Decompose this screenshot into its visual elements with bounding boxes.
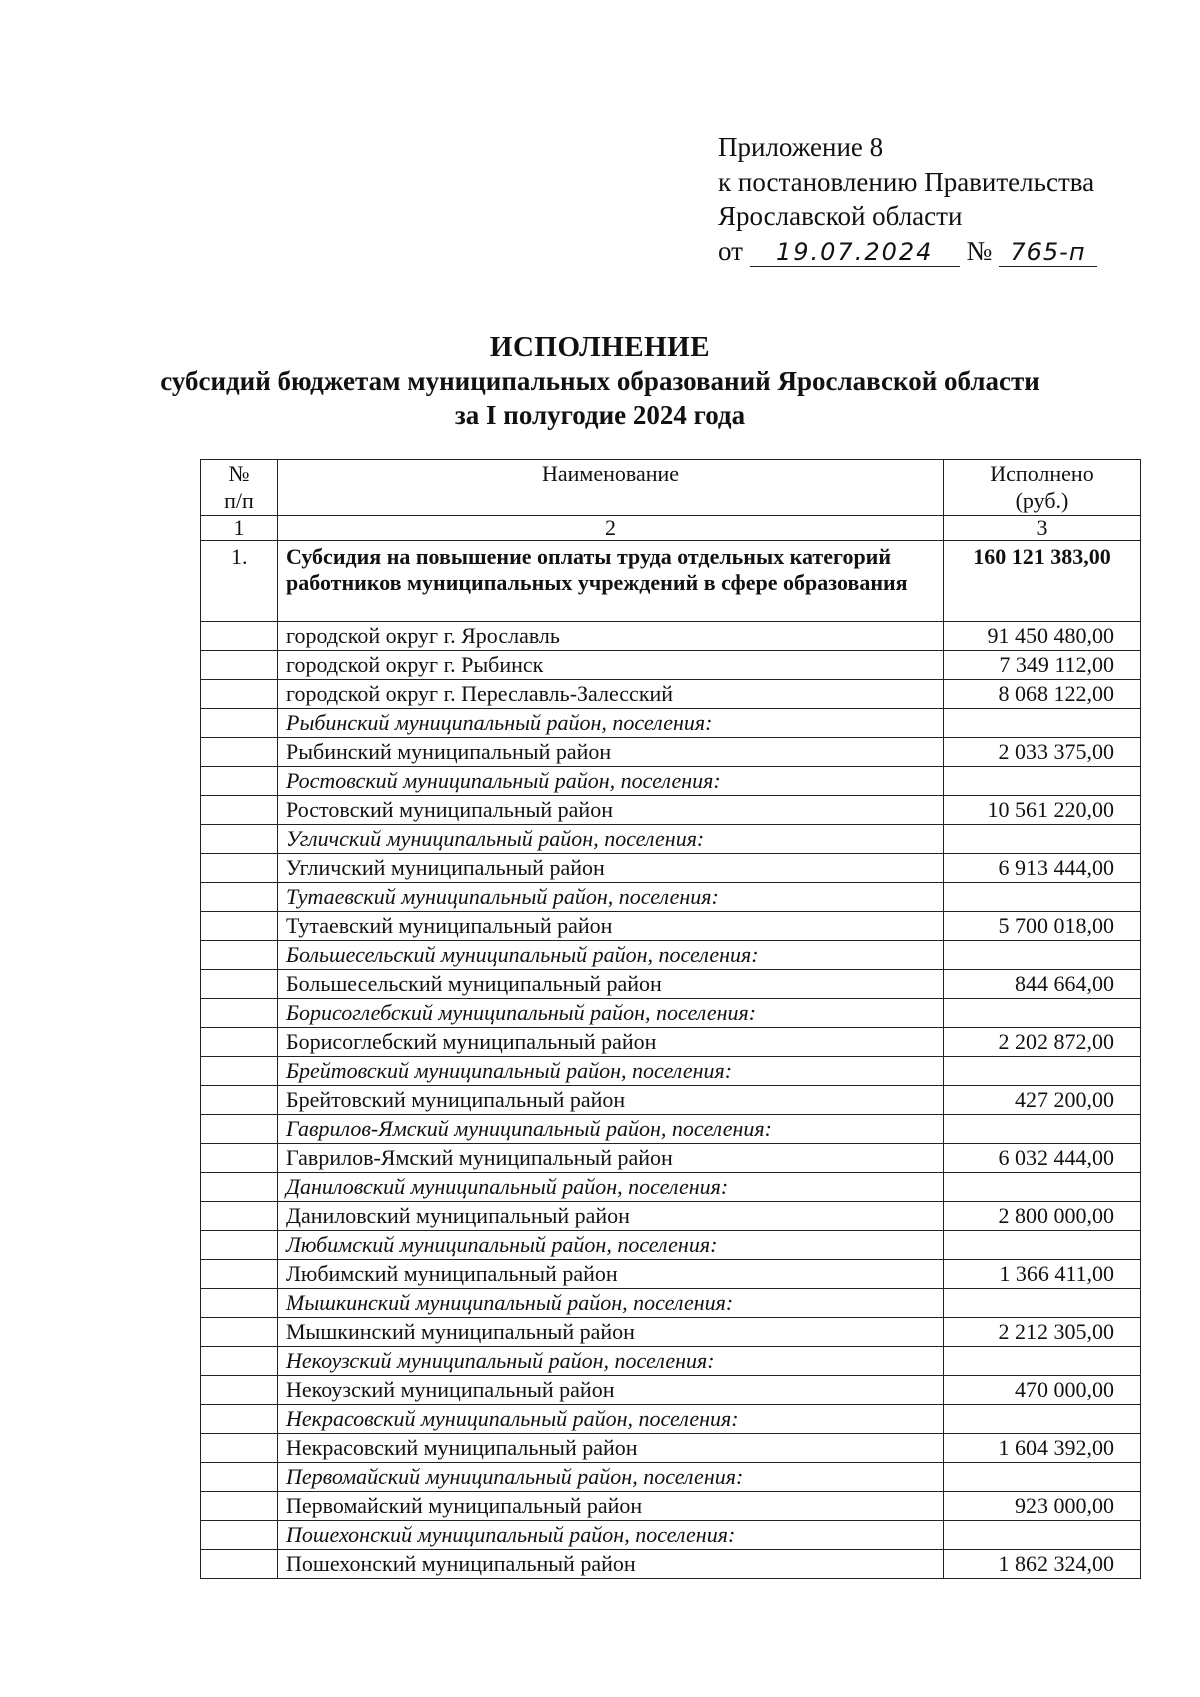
row-name: Пошехонский муниципальный район [278, 1550, 944, 1579]
row-name: Пошехонский муниципальный район, поселения: [278, 1521, 944, 1550]
row-number-cell [201, 1202, 278, 1231]
table-row [201, 651, 1141, 680]
row-number-cell [201, 999, 278, 1028]
row-number-cell [201, 1115, 278, 1144]
table-row [201, 1086, 1141, 1115]
row-amount: 470 000,00 [944, 1376, 1141, 1405]
row-amount [944, 1173, 1141, 1202]
row-amount: 8 068 122,00 [944, 680, 1141, 709]
row-number-cell [201, 680, 278, 709]
row-name: Даниловский муниципальный район [278, 1202, 944, 1231]
row-name: Тутаевский муниципальный район, поселения: [278, 883, 944, 912]
appendix-region-line: Ярославской области [718, 201, 963, 231]
row-name: Некрасовский муниципальный район [278, 1434, 944, 1463]
column-number-1: 1 [201, 516, 278, 541]
row-number-cell [201, 1173, 278, 1202]
section-row [201, 541, 1141, 622]
table-row [201, 854, 1141, 883]
row-amount: 923 000,00 [944, 1492, 1141, 1521]
row-amount [944, 883, 1141, 912]
table-row [201, 1434, 1141, 1463]
header-num [201, 460, 278, 516]
row-number-cell [201, 1550, 278, 1579]
row-name: Борисоглебский муниципальный район [278, 1028, 944, 1057]
row-number-cell [201, 825, 278, 854]
table-row [201, 1318, 1141, 1347]
row-amount [944, 1463, 1141, 1492]
row-number-cell [201, 796, 278, 825]
row-name: Угличский муниципальный район [278, 854, 944, 883]
table-row [201, 796, 1141, 825]
row-amount: 844 664,00 [944, 970, 1141, 999]
row-number-cell [201, 767, 278, 796]
table-row [201, 1260, 1141, 1289]
row-number-cell [201, 622, 278, 651]
row-name: Даниловский муниципальный район, поселения: [278, 1173, 944, 1202]
row-number-cell [201, 1434, 278, 1463]
row-name: Некоузский муниципальный район [278, 1376, 944, 1405]
district-group-row [201, 999, 1141, 1028]
header-amount-label: Исполнено (руб.) [990, 461, 1094, 513]
header-num-label: № п/п [224, 461, 254, 513]
number-prefix: № [966, 235, 993, 266]
title-subject: субсидий бюджетам муниципальных образований Ярославской области [160, 366, 1040, 396]
row-number-cell [201, 1318, 278, 1347]
row-name: Любимский муниципальный район, поселения: [278, 1231, 944, 1260]
section-name: Субсидия на повышение оплаты труда отдельных категорий работников муниципальных учреждений в сфере образования [278, 541, 944, 622]
row-name: Некоузский муниципальный район, поселения: [278, 1347, 944, 1376]
table-row [201, 1028, 1141, 1057]
row-number-cell [201, 709, 278, 738]
row-number-cell [201, 941, 278, 970]
district-group-row [201, 767, 1141, 796]
row-amount: 91 450 480,00 [944, 622, 1141, 651]
table-row [201, 912, 1141, 941]
appendix-block [718, 130, 1097, 268]
row-amount: 5 700 018,00 [944, 912, 1141, 941]
section-amount: 160 121 383,00 [944, 541, 1141, 622]
district-group-row [201, 709, 1141, 738]
row-amount: 1 604 392,00 [944, 1434, 1141, 1463]
row-amount [944, 999, 1141, 1028]
table-header-row [201, 460, 1141, 516]
row-amount: 2 800 000,00 [944, 1202, 1141, 1231]
table-row [201, 1550, 1141, 1579]
section-number: 1. [201, 541, 278, 622]
row-number-cell [201, 1260, 278, 1289]
row-amount: 2 202 872,00 [944, 1028, 1141, 1057]
handwritten-number: 765-п [999, 238, 1097, 267]
row-number-cell [201, 1289, 278, 1318]
row-number-cell [201, 1492, 278, 1521]
district-group-row [201, 1115, 1141, 1144]
row-amount [944, 1057, 1141, 1086]
row-name: Гаврилов-Ямский муниципальный район [278, 1144, 944, 1173]
row-amount: 1 366 411,00 [944, 1260, 1141, 1289]
row-number-cell [201, 1144, 278, 1173]
row-number-cell [201, 1028, 278, 1057]
table-row [201, 970, 1141, 999]
row-name: Первомайский муниципальный район, поселения: [278, 1463, 944, 1492]
row-name: Ростовский муниципальный район, поселения: [278, 767, 944, 796]
row-name: Рыбинский муниципальный район, поселения: [278, 709, 944, 738]
row-number-cell [201, 912, 278, 941]
row-name: Гаврилов-Ямский муниципальный район, поселения: [278, 1115, 944, 1144]
table-row [201, 1202, 1141, 1231]
row-amount [944, 825, 1141, 854]
row-amount [944, 941, 1141, 970]
row-number-cell [201, 1231, 278, 1260]
row-amount [944, 767, 1141, 796]
row-amount: 10 561 220,00 [944, 796, 1141, 825]
row-number-cell [201, 1057, 278, 1086]
row-amount: 427 200,00 [944, 1086, 1141, 1115]
row-number-cell [201, 1463, 278, 1492]
district-group-row [201, 1231, 1141, 1260]
row-number-cell [201, 883, 278, 912]
row-name: Брейтовский муниципальный район [278, 1086, 944, 1115]
row-number-cell [201, 1086, 278, 1115]
table-row [201, 680, 1141, 709]
column-number-2: 2 [278, 516, 944, 541]
row-number-cell [201, 970, 278, 999]
row-amount: 6 913 444,00 [944, 854, 1141, 883]
document-title [0, 330, 1200, 432]
district-group-row [201, 1405, 1141, 1434]
row-name: Ростовский муниципальный район [278, 796, 944, 825]
row-number-cell [201, 651, 278, 680]
appendix-title: Приложение 8 [718, 132, 884, 162]
date-prefix: от [718, 235, 743, 266]
row-amount [944, 1347, 1141, 1376]
row-amount: 2 033 375,00 [944, 738, 1141, 767]
row-number-cell [201, 738, 278, 767]
row-number-cell [201, 1405, 278, 1434]
district-group-row [201, 1173, 1141, 1202]
row-name: городской округ г. Переславль-Залесский [278, 680, 944, 709]
header-amount [944, 460, 1141, 516]
row-name: Брейтовский муниципальный район, поселения: [278, 1057, 944, 1086]
title-heading: ИСПОЛНЕНИЕ [489, 331, 711, 363]
appendix-date-number-line [718, 234, 1097, 269]
row-name: городской округ г. Рыбинск [278, 651, 944, 680]
district-group-row [201, 1057, 1141, 1086]
district-group-row [201, 1347, 1141, 1376]
row-amount [944, 1231, 1141, 1260]
row-number-cell [201, 1376, 278, 1405]
row-amount [944, 709, 1141, 738]
row-name: Мышкинский муниципальный район [278, 1318, 944, 1347]
district-group-row [201, 883, 1141, 912]
district-group-row [201, 941, 1141, 970]
row-amount [944, 1521, 1141, 1550]
table-row [201, 1376, 1141, 1405]
row-number-cell [201, 1347, 278, 1376]
district-group-row [201, 825, 1141, 854]
row-amount: 2 212 305,00 [944, 1318, 1141, 1347]
execution-table [200, 459, 1141, 1579]
row-amount [944, 1289, 1141, 1318]
row-name: Борисоглебский муниципальный район, поселения: [278, 999, 944, 1028]
row-number-cell [201, 854, 278, 883]
row-amount: 7 349 112,00 [944, 651, 1141, 680]
column-numbers-row [201, 516, 1141, 541]
appendix-resolution-line: к постановлению Правительства [718, 166, 1095, 197]
row-amount [944, 1115, 1141, 1144]
row-amount [944, 1405, 1141, 1434]
row-name: Первомайский муниципальный район [278, 1492, 944, 1521]
row-name: Большесельский муниципальный район, поселения: [278, 941, 944, 970]
row-name: Некрасовский муниципальный район, поселения: [278, 1405, 944, 1434]
row-amount: 6 032 444,00 [944, 1144, 1141, 1173]
district-group-row [201, 1521, 1141, 1550]
table-row [201, 622, 1141, 651]
district-group-row [201, 1289, 1141, 1318]
row-name: Угличский муниципальный район, поселения: [278, 825, 944, 854]
table-row [201, 738, 1141, 767]
district-group-row [201, 1463, 1141, 1492]
row-amount: 1 862 324,00 [944, 1550, 1141, 1579]
row-name: Любимский муниципальный район [278, 1260, 944, 1289]
row-name: Мышкинский муниципальный район, поселения: [278, 1289, 944, 1318]
row-number-cell [201, 1521, 278, 1550]
column-number-3: 3 [944, 516, 1141, 541]
table-row [201, 1144, 1141, 1173]
title-period: за I полугодие 2024 года [454, 400, 746, 430]
handwritten-date: 19.07.2024 [750, 238, 960, 267]
row-name: Тутаевский муниципальный район [278, 912, 944, 941]
row-name: Большесельский муниципальный район [278, 970, 944, 999]
header-name: Наименование [278, 460, 944, 516]
row-name: городской округ г. Ярославль [278, 622, 944, 651]
table-row [201, 1492, 1141, 1521]
row-name: Рыбинский муниципальный район [278, 738, 944, 767]
